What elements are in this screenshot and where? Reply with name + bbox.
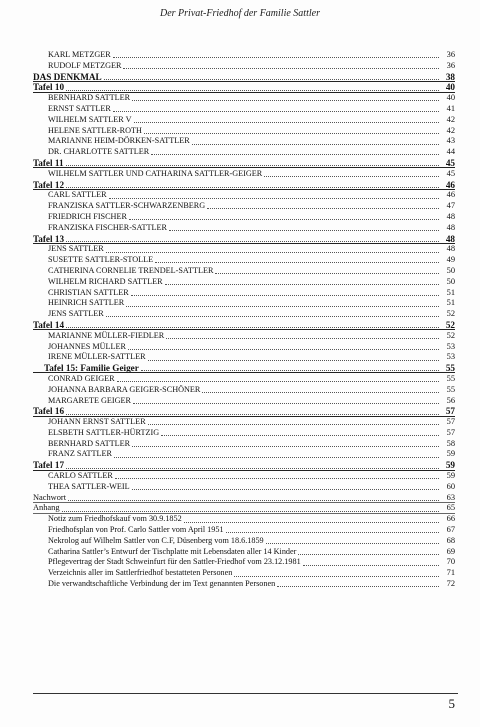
leader-dots — [129, 219, 439, 220]
leader-dots — [132, 446, 439, 447]
leader-dots — [114, 457, 439, 458]
toc-entry-label: WILHELM SATTLER UND CATHARINA SATTLER-GEIGER — [48, 168, 263, 178]
toc-entry-label: Tafel 14 — [33, 319, 65, 330]
leader-dots — [66, 414, 439, 415]
toc-entry-label: FRANZISKA FISCHER-SATTLER — [48, 222, 167, 232]
toc-entry-label: FRANZISKA SATTLER-SCHWARZENBERG — [48, 201, 206, 211]
toc-entry-page: 71 — [446, 568, 455, 578]
leader-dots — [66, 468, 439, 469]
toc-entry-page: 36 — [446, 60, 455, 70]
toc-entry — [33, 482, 455, 493]
toc-entry-label: Pflegevertrag der Stadt Schweinfurt für den Sattler-Friedhof vom 23.12.1981 — [48, 557, 301, 567]
toc-entry-page: 46 — [446, 190, 455, 200]
toc-entry-page: 60 — [446, 481, 455, 491]
toc-entry — [33, 374, 455, 385]
toc-entry-label: ERNST SATTLER — [48, 103, 111, 113]
leader-dots — [144, 133, 439, 134]
leader-dots — [202, 392, 439, 393]
toc-entry-page: 50 — [446, 265, 455, 275]
toc-entry-label: Tafel 13 — [33, 233, 65, 244]
toc-entry-page: 59 — [445, 460, 455, 471]
leader-dots — [141, 370, 439, 371]
toc-entry-label: KARL METZGER — [48, 50, 111, 59]
toc-entry-label: CONRAD GEIGER — [48, 373, 115, 383]
leader-dots — [104, 79, 439, 80]
toc-entry-label: CHRISTIAN SATTLER — [48, 287, 129, 297]
leader-dots — [192, 144, 439, 145]
toc-entry-page: 55 — [446, 373, 455, 383]
toc-entry-label: SUSETTE SATTLER-STOLLE — [48, 255, 154, 265]
toc-entry-page: 52 — [446, 309, 455, 319]
leader-dots — [207, 208, 439, 209]
toc-entry-page: 41 — [446, 103, 455, 113]
leader-dots — [148, 360, 439, 361]
toc-entry — [33, 428, 455, 439]
toc-entry-page: 44 — [446, 147, 455, 157]
toc-entry-label: BERNHARD SATTLER — [48, 438, 131, 448]
leader-dots — [115, 478, 439, 479]
toc-entry-page: 51 — [446, 298, 455, 308]
toc-entry — [33, 406, 455, 417]
toc-entry-label: JENS SATTLER — [48, 309, 104, 319]
toc-entry-page: 57 — [446, 427, 455, 437]
leader-dots — [133, 403, 439, 404]
toc-entry-label: FRIEDRICH FISCHER — [48, 211, 127, 221]
toc-entry-label: Tafel 17 — [33, 460, 65, 471]
toc-entry-label: CATHERINA CORNELIE TRENDEL-SATTLER — [48, 265, 214, 275]
toc-entry — [33, 201, 455, 212]
toc-entry — [33, 449, 455, 460]
toc-entry-label: WILHELM SATTLER V — [48, 114, 132, 124]
toc-entry — [33, 180, 455, 191]
leader-dots — [148, 424, 439, 425]
toc-entry-page: 55 — [445, 363, 455, 374]
toc-entry — [33, 536, 455, 547]
toc-entry-label: DR. CHARLOTTE SATTLER — [48, 147, 150, 157]
toc-entry-page: 45 — [445, 157, 455, 168]
toc-entry-label: JOHANNES MÜLLER — [48, 341, 127, 351]
leader-dots — [113, 111, 439, 112]
toc-entry — [33, 514, 455, 525]
toc-entry-label: DAS DENKMAL — [33, 71, 102, 82]
toc-entry-page: 40 — [446, 93, 455, 103]
toc-entry — [33, 255, 455, 266]
leader-dots — [128, 349, 439, 350]
toc-entry-page: 40 — [445, 82, 455, 93]
toc-entry — [33, 50, 455, 61]
toc-entry-page: 57 — [446, 417, 455, 427]
toc-entry — [33, 288, 455, 299]
toc-entry-page: 65 — [446, 503, 455, 513]
leader-dots — [151, 154, 439, 155]
toc-entry-label: FRANZ SATTLER — [48, 449, 112, 459]
toc-entry-label: RUDOLF METZGER — [48, 60, 122, 70]
toc-entry-page: 48 — [445, 233, 455, 244]
toc-entry-page: 68 — [446, 535, 455, 545]
toc-entry-page: 72 — [446, 579, 455, 589]
toc-entry — [33, 525, 455, 536]
toc-entry — [33, 503, 455, 514]
toc-entry-label: ELSBETH SATTLER-HÜRTZIG — [48, 427, 160, 437]
toc-entry-page: 58 — [446, 438, 455, 448]
toc-entry — [33, 547, 455, 558]
toc-entry — [33, 277, 455, 288]
table-of-contents — [33, 50, 455, 590]
toc-entry-label: JOHANN ERNST SATTLER — [48, 417, 146, 427]
toc-entry-label: Die verwandtschaftliche Verbindung der im Text genannten Personen — [48, 579, 276, 589]
toc-entry-label: MARGARETE GEIGER — [48, 395, 132, 405]
toc-entry-label: CARLO SATTLER — [48, 471, 113, 481]
leader-dots — [66, 241, 439, 242]
toc-entry — [33, 493, 455, 504]
toc-entry-label: HEINRICH SATTLER — [48, 298, 125, 308]
toc-entry — [33, 190, 455, 201]
toc-entry-page: 43 — [446, 136, 455, 146]
toc-entry-label: Catharina Sattler’s Entwurf der Tischplatte mit Lebensdaten aller 14 Kinder — [48, 546, 297, 556]
toc-entry-page: 56 — [446, 395, 455, 405]
leader-dots — [298, 554, 439, 555]
leader-dots — [117, 381, 439, 382]
toc-entry-label: JENS SATTLER — [48, 244, 104, 254]
toc-entry-page: 59 — [446, 449, 455, 459]
toc-entry — [33, 223, 455, 234]
toc-entry-page: 49 — [446, 255, 455, 265]
page-number: 5 — [448, 696, 455, 711]
toc-entry — [33, 169, 455, 180]
toc-entry — [33, 460, 455, 471]
toc-entry-page: 69 — [446, 546, 455, 556]
leader-dots — [266, 543, 439, 544]
toc-entry — [33, 104, 455, 115]
leader-dots — [123, 68, 439, 69]
toc-entry-label: THEA SATTLER-WEIL — [48, 481, 130, 491]
toc-entry — [33, 136, 455, 147]
leader-dots — [106, 252, 439, 253]
toc-entry-page: 55 — [446, 384, 455, 394]
leader-dots — [66, 187, 439, 188]
toc-entry-label: HELENE SATTLER-ROTH — [48, 125, 142, 135]
toc-entry — [33, 147, 455, 158]
toc-entry — [33, 212, 455, 223]
toc-entry — [33, 352, 455, 363]
leader-dots — [132, 489, 439, 490]
toc-entry — [33, 309, 455, 320]
toc-entry — [33, 266, 455, 277]
toc-entry — [33, 396, 455, 407]
leader-dots — [66, 165, 439, 166]
leader-dots — [277, 586, 439, 587]
toc-entry-label: Notiz zum Friedhofskauf vom 30.9.1852 — [48, 514, 182, 524]
toc-entry-page: 48 — [446, 211, 455, 221]
toc-entry-page: 42 — [446, 114, 455, 124]
leader-dots — [132, 100, 439, 101]
toc-entry-label: MARIANNE HEIM-DÖRKEN-SATTLER — [48, 136, 190, 146]
leader-dots — [131, 295, 439, 296]
toc-entry-page: 45 — [446, 168, 455, 178]
toc-entry — [33, 568, 455, 579]
toc-entry — [33, 158, 455, 169]
toc-entry — [33, 471, 455, 482]
toc-entry-label: JOHANNA BARBARA GEIGER-SCHÖNER — [48, 384, 201, 394]
leader-dots — [184, 522, 439, 523]
leader-dots — [134, 122, 439, 123]
toc-entry-label: Tafel 16 — [33, 406, 65, 417]
toc-entry — [33, 244, 455, 255]
toc-entry-page: 52 — [445, 319, 455, 330]
leader-dots — [264, 176, 439, 177]
toc-entry-page: 38 — [445, 71, 455, 82]
leader-dots — [66, 327, 439, 328]
toc-entry — [33, 115, 455, 126]
toc-entry — [33, 385, 455, 396]
toc-entry — [33, 579, 455, 590]
leader-dots — [68, 500, 439, 501]
toc-entry — [33, 439, 455, 450]
toc-entry-page: 46 — [445, 179, 455, 190]
toc-entry-page: 48 — [446, 244, 455, 254]
leader-dots — [106, 316, 439, 317]
footer-rule — [33, 693, 458, 694]
toc-entry — [33, 234, 455, 245]
toc-entry — [33, 320, 455, 331]
toc-entry-label: CARL SATTLER — [48, 190, 107, 200]
leader-dots — [161, 435, 439, 436]
toc-entry-label: IRENE MÜLLER-SATTLER — [48, 352, 146, 362]
leader-dots — [109, 198, 439, 199]
leader-dots — [166, 338, 439, 339]
toc-entry-page: 53 — [446, 341, 455, 351]
toc-entry — [33, 72, 455, 83]
leader-dots — [169, 230, 439, 231]
toc-entry-page: 66 — [446, 514, 455, 524]
leader-dots — [226, 532, 439, 533]
toc-entry — [33, 557, 455, 568]
toc-entry-label: Anhang — [33, 503, 60, 513]
toc-entry-page: 70 — [446, 557, 455, 567]
toc-entry-page: 59 — [446, 471, 455, 481]
toc-entry-page: 42 — [446, 125, 455, 135]
toc-entry-page: 48 — [446, 222, 455, 232]
toc-entry-label: Nekrolog auf Wilhelm Sattler von C.F, Düsenberg vom 18.6.1859 — [48, 535, 264, 545]
toc-entry-label: Tafel 12 — [33, 179, 65, 190]
toc-entry-page: 52 — [446, 330, 455, 340]
toc-entry — [33, 126, 455, 137]
toc-entry-label: BERNHARD SATTLER — [48, 93, 131, 103]
toc-entry — [33, 61, 455, 72]
toc-entry-label: Friedhofsplan von Prof. Carlo Sattler vom April 1951 — [48, 525, 224, 535]
toc-entry-label: Verzeichnis aller im Sattlerfriedhof bestatteten Personen — [48, 568, 233, 578]
toc-entry — [33, 298, 455, 309]
toc-entry — [33, 82, 455, 93]
toc-entry-page: 63 — [446, 492, 455, 502]
toc-entry-label: Nachwort — [33, 492, 67, 502]
toc-entry-page: 50 — [446, 276, 455, 286]
leader-dots — [165, 284, 439, 285]
toc-entry-label: Tafel 15: Familie Geiger — [44, 363, 139, 374]
toc-entry-page: 53 — [446, 352, 455, 362]
toc-entry-page: 67 — [446, 525, 455, 535]
toc-entry-label: WILHELM RICHARD SATTLER — [48, 276, 163, 286]
toc-entry — [33, 417, 455, 428]
toc-entry-page: 51 — [446, 287, 455, 297]
toc-entry-label: MARIANNE MÜLLER-FIEDLER — [48, 330, 165, 340]
leader-dots — [234, 576, 439, 577]
leader-dots — [155, 262, 439, 263]
leader-dots — [126, 306, 439, 307]
running-head: Der Privat-Friedhof der Familie Sattler — [160, 8, 320, 19]
leader-dots — [62, 511, 439, 512]
toc-entry-page: 57 — [445, 406, 455, 417]
toc-entry-label: Tafel 11 — [33, 157, 64, 168]
toc-entry-page: 36 — [446, 50, 455, 59]
leader-dots — [66, 90, 439, 91]
leader-dots — [113, 57, 439, 58]
toc-entry — [33, 363, 455, 374]
toc-entry-label: Tafel 10 — [33, 82, 65, 93]
toc-entry-page: 47 — [446, 201, 455, 211]
toc-entry — [33, 331, 455, 342]
toc-entry — [33, 93, 455, 104]
toc-entry — [33, 342, 455, 353]
leader-dots — [303, 565, 439, 566]
leader-dots — [215, 273, 439, 274]
